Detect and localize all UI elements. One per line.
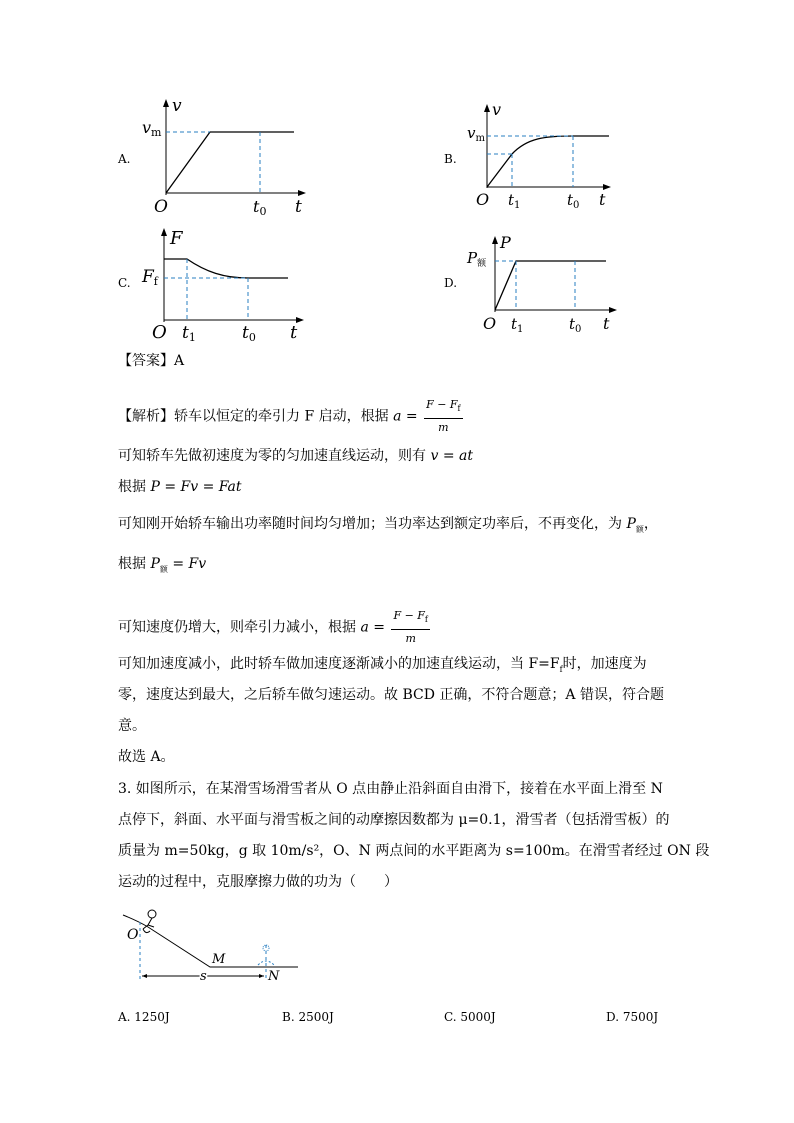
analysis-formula-5: = Fv: [172, 556, 207, 572]
x-axis-label: t: [599, 190, 606, 209]
analysis-text-7b: 时，加速度为: [562, 656, 647, 672]
svg-text:vm: [467, 124, 485, 144]
t1-label: t: [182, 323, 189, 343]
vm-label: v: [142, 118, 152, 137]
p-rated-symbol-2: P: [150, 556, 160, 572]
question-3-line-2: 点停下，斜面、水平面与滑雪板之间的动摩擦因数都为 μ=0.1，滑雪者（包括滑雪板）的: [118, 812, 670, 828]
svg-text:t0: [253, 197, 266, 218]
option-a-label: A.: [118, 152, 131, 166]
analysis-line-2: [118, 447, 473, 465]
t1-sub: 1: [514, 200, 521, 211]
velocity-curve: [487, 136, 609, 187]
t0-sub: 0: [259, 205, 267, 218]
p-rated-sub-2: 额: [159, 564, 168, 574]
vm-label: v: [467, 124, 476, 142]
t1-label: t: [511, 315, 518, 333]
analysis-line-7: [118, 655, 647, 679]
option-d-label: D.: [444, 276, 458, 290]
y-axis-arrow: [163, 99, 169, 107]
origin-label: O: [476, 190, 490, 209]
svg-text:P额: [466, 249, 487, 269]
ff-sub: f: [153, 275, 158, 288]
t1-sub: 1: [188, 331, 196, 344]
t0-sub: 0: [573, 200, 580, 211]
origin-label: O: [154, 197, 168, 217]
analysis-line-8: 零，速度达到最大，之后轿车做匀速运动。故 BCD 正确，不符合题意；A 错误，符合题: [118, 687, 664, 703]
analysis-formula-3: P = Fv = Fat: [150, 479, 242, 495]
analysis-line-4: [118, 515, 658, 539]
analysis-text-4b: ，: [643, 516, 658, 532]
analysis-line-6: [118, 607, 432, 648]
svg-text:vm: [142, 118, 162, 139]
p-label: P: [467, 249, 478, 267]
analysis-text-7-sub: f: [559, 664, 563, 674]
fraction-1: $\frac{F - F_f}{m}$: [426, 398, 461, 435]
force-curve: [164, 259, 288, 278]
svg-text:t0: [567, 191, 579, 211]
choice-d[interactable]: D. 7500J: [606, 1010, 659, 1024]
vm-sub: m: [475, 133, 485, 144]
choice-a[interactable]: A. 1250J: [118, 1010, 170, 1024]
analysis-text-3: 根据: [118, 479, 146, 495]
svg-text:t0: [569, 315, 581, 335]
analysis-formula-1: a =: [393, 408, 418, 425]
origin-label: O: [152, 322, 167, 343]
o-point-label: O: [127, 927, 139, 943]
s-arrow-left: [142, 974, 147, 978]
y-axis-arrow: [484, 104, 490, 112]
s-arrow-right: [259, 974, 264, 978]
analysis-text-5: 根据: [118, 556, 146, 572]
p-rated-sub: 额: [635, 524, 644, 534]
velocity-curve: [166, 132, 294, 193]
x-axis-label: t: [295, 197, 302, 217]
graph-d: [465, 232, 625, 337]
svg-text:t1: [511, 315, 523, 335]
t0-sub: 0: [575, 324, 582, 335]
x-axis-arrow: [609, 307, 617, 313]
t0-label: t: [567, 191, 574, 209]
y-axis-label: F: [170, 228, 183, 249]
analysis-bracket: 【解析】: [118, 408, 174, 425]
vm-sub: m: [151, 126, 162, 139]
power-curve: [495, 261, 606, 310]
svg-text:t1: [508, 191, 520, 211]
y-axis-label: v: [492, 100, 502, 119]
graph-b: [465, 100, 615, 215]
n-point-label: N: [268, 969, 280, 984]
y-axis-arrow: [492, 236, 498, 244]
option-b-label: B.: [444, 152, 457, 166]
svg-text:Ff: [141, 267, 159, 288]
analysis-text-2: 可知轿车先做初速度为零的匀加速直线运动，则有: [118, 448, 426, 464]
option-c-label: C.: [118, 276, 131, 290]
answer-bracket: 【答案】: [118, 353, 174, 369]
answer-value: A: [174, 353, 185, 369]
analysis-formula-2: v = at: [430, 448, 473, 464]
t0-label: t: [569, 315, 576, 333]
question-3-line-1: 3. 如图所示，在某滑雪场滑雪者从 O 点由静止沿斜面自由滑下，接着在水平面上滑至 N: [118, 781, 663, 797]
origin-label: O: [483, 314, 497, 333]
p-sub: 额: [477, 259, 487, 269]
ski-slope-figure: [118, 905, 308, 987]
t0-label: t: [253, 197, 260, 216]
analysis-line-5: [118, 555, 206, 579]
p-rated-symbol: P: [626, 516, 636, 532]
x-axis-label: t: [603, 314, 610, 333]
graph-c: [140, 222, 310, 344]
t0-label: t: [242, 323, 249, 343]
analysis-text-1: 轿车以恒定的牵引力 F 启动，根据: [174, 408, 389, 425]
x-axis-arrow: [298, 190, 306, 196]
question-3-line-3: 质量为 m=50kg，g 取 10m/s²，O、N 两点间的水平距离为 s=100m。在滑雪者经过 ON 段: [118, 843, 710, 859]
y-axis-label: P: [500, 233, 511, 252]
analysis-line-10: 故选 A。: [118, 749, 175, 765]
x-axis-label: t: [290, 322, 298, 343]
y-axis-arrow: [161, 228, 167, 236]
skier-icon: [143, 910, 156, 933]
answer-line: [118, 352, 184, 370]
analysis-text-7: 可知加速度减小，此时轿车做加速度逐渐减小的加速直线运动，当 F=F: [118, 656, 560, 672]
analysis-line-1: [118, 396, 465, 437]
choice-b[interactable]: B. 2500J: [282, 1010, 334, 1024]
analysis-line-9: 意。: [118, 718, 146, 734]
choice-c[interactable]: C. 5000J: [444, 1010, 496, 1024]
t1-label: t: [508, 191, 515, 209]
t1-sub: 1: [517, 324, 524, 335]
graph-a: [140, 95, 310, 220]
svg-text:t1: [182, 323, 196, 344]
s-distance-label: s: [200, 969, 207, 984]
m-point-label: M: [212, 952, 226, 967]
y-axis-label: v: [172, 96, 182, 116]
analysis-text-4: 可知刚开始轿车输出功率随时间均匀增加；当功率达到额定功率后，不再变化，为: [118, 516, 622, 532]
t0-sub: 0: [248, 331, 256, 344]
analysis-formula-6: a =: [360, 619, 385, 636]
fraction-2: $\frac{F - F_f}{m}$: [393, 609, 428, 646]
analysis-line-3: [118, 478, 242, 496]
svg-text:t0: [242, 323, 256, 344]
analysis-text-6: 可知速度仍增大，则牵引力减小，根据: [118, 619, 356, 636]
question-3-line-4: 运动的过程中，克服摩擦力做的功为（ ）: [118, 874, 398, 890]
ff-label: F: [142, 267, 154, 287]
